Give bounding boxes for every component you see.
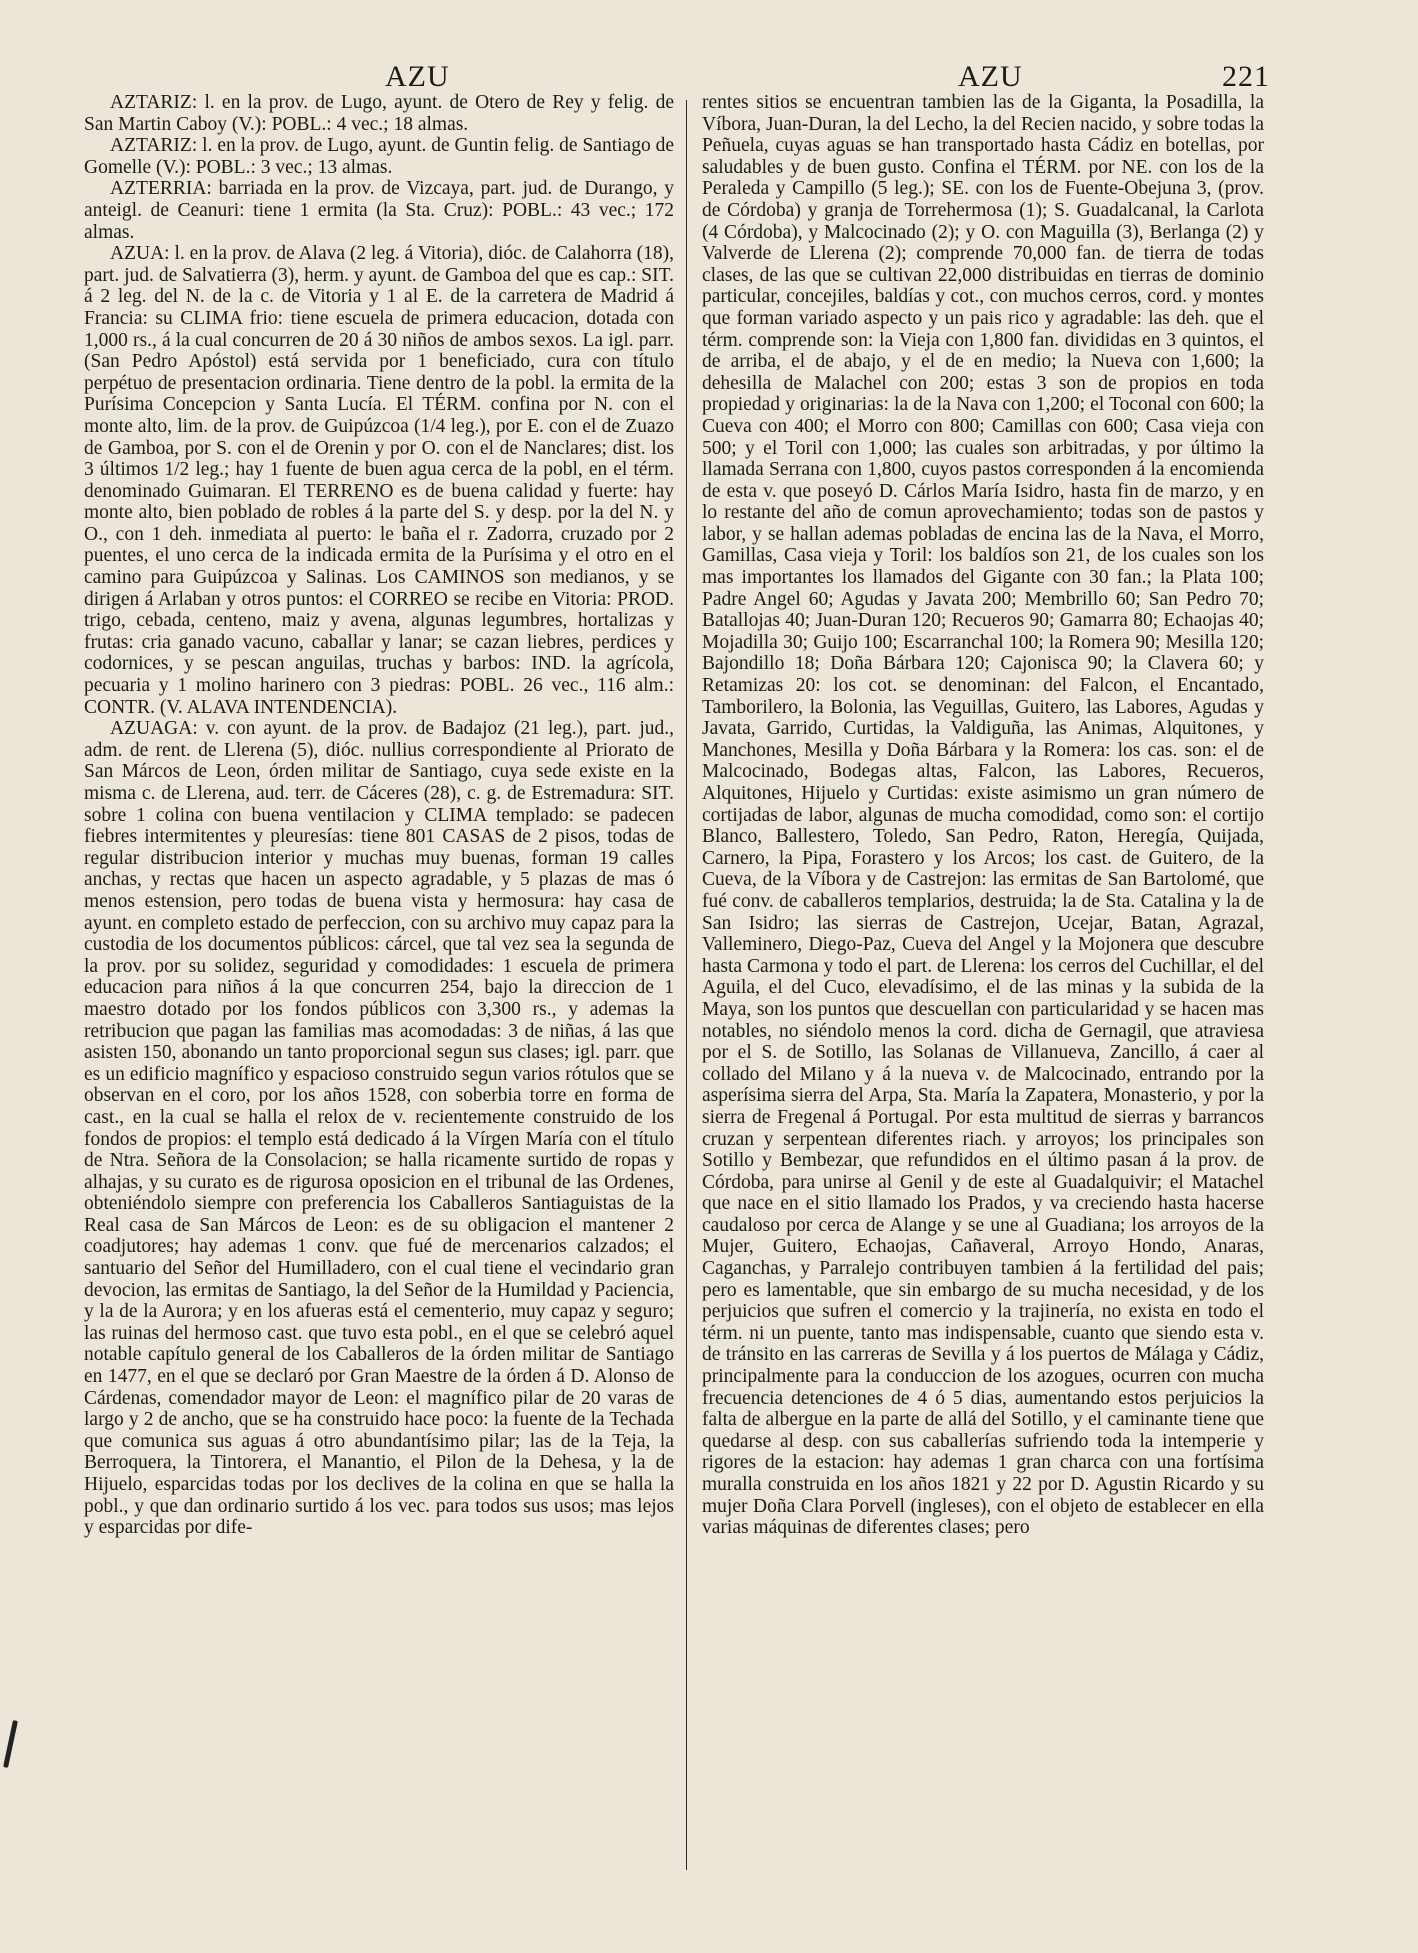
entry-azua: AZUA: l. en la prov. de Alava (2 leg. á Vitoria), dióc. de Calahorra (18), part. jud. de Salvatierra (3), herm. y ayunt. de Gamboa del que es cap.: SIT. á 2 leg. del N. de la c. de Vitoria y 1 al E. de la carretera de Madrid á Francia: su CLIMA frio: tiene escuela de primera educacion, dotada con 1,000 rs., á la cual concurren de 20 á 30 niños de ambos sexos. La igl. parr. (San Pedro Apóstol) está servida por 1 beneficiado, cura con título perpétuo de presentacion ordinaria. Tiene dentro de la pobl. la ermita de la Purísima Concepcion y Santa Lucía. El TÉRM. confina por N. con el monte alto, lim. de la prov. de Guipúzcoa (1/4 leg.), por E. con el de Zuazo de Gamboa, por S. con el de Orenin y por O. con el de Nanclares; dist. los 3 últimos 1/2 leg.; hay 1 fuente de buen agua cerca de la pobl, en el térm. denominado Guimaran. El TERRENO es de buena calidad y fuerte: hay monte alto, bien poblado de robles á la parte del S. y desp. por la del N. y O., con 1 deh. inmediata al puerto: le baña el r. Zadorra, cruzado por 2 puentes, el uno cerca de la indicada ermita de la Purísima y el otro en el camino para Guipúzcoa y Salinas. Los CAMINOS son medianos, y se dirigen á Arlaban y otros puntos: el CORREO se recibe en Vitoria: PROD. trigo, cebada, centeno, maiz y avena, algunas legumbres, hortalizas y frutas: cria ganado vacuno, caballar y lanar; se cazan liebres, perdices y codornices, y se pescan anguilas, truchas y barbos: IND. la agrícola, pecuaria y 1 molino harinero con 3 piedras: POBL. 26 vec., 116 alm.: CONTR. (V. ALAVA INTENDENCIA). <box>84 243 674 718</box>
entry-azuaga: AZUAGA: v. con ayunt. de la prov. de Badajoz (21 leg.), part. jud., adm. de rent. de Llerena (5), dióc. nullius correspondiente al Priorato de San Márcos de Leon, órden militar de Santiago, cuya sede existe en la misma c. de Llerena, aud. terr. de Cáceres (28), c. g. de Estremadura: SIT. sobre 1 colina con buena ventilacion y CLIMA templado: se padecen fiebres intermitentes y pleuresías: tiene 801 CASAS de 2 pisos, todas de regular distribucion interior y muchas muy buenas, forman 19 calles anchas, y rectas que hacen un aspecto agradable, y 5 plazas de mas ó menos estension, pero todas de buena vista y hermosura: hay casa de ayunt. en completo estado de perfeccion, con su archivo muy capaz para la custodia de los documentos públicos: cárcel, que tal vez sea la segunda de la prov. por su solidez, seguridad y comodidades: 1 escuela de primera educacion para niños á la que concurren 254, bajo la direccion de 1 maestro dotado por los fondos públicos con 3,300 rs., y ademas la retribucion que pagan las familias mas acomodadas: 3 de niñas, á las que asisten 150, abonando un tanto proporcional segun sus clases; igl. parr. que es un edificio magnífico y espacioso construido segun varios rótulos que se observan en el coro, por los años 1528, con soberbia torre en forma de cast., en la cual se halla el relox de v. recientemente construido de los fondos de propios: el templo está dedicado á la Vírgen María con el título de Ntra. Señora de la Consolacion; se halla ricamente surtido de ropas y alhajas, y su curato es de rigurosa oposicion en el tribunal de las Ordenes, obteniéndolo siempre con preferencia los Caballeros Santiaguistas de la Real casa de San Márcos de Leon: es de su obligacion el mantener 2 coadjutores; hay ademas 1 conv. que fué de mercenarios calzados; el santuario del Señor del Humilladero, con el cual tiene el vecindario gran devocion, las ermitas de Santiago, la del Señor de la Humildad y Paciencia, y la de la Aurora; y en los afueras está el cementerio, muy capaz y seguro; las ruinas del hermoso cast. que tuvo esta pobl., en el que se celebró aquel notable capítulo general de los Caballeros de la órden militar de Santiago en 1477, en el que se declaró por Gran Maestre de la órden á D. Alonso de Cárdenas, comendador mayor de Leon: el magnífico pilar de 20 varas de largo y 2 de ancho, que se ha construido hace poco: la fuente de la Techada que comunica sus aguas á otro abundantísimo pilar; las de la Teja, la Berroquera, la Tintorera, el Manantio, el Pilon de la Dehesa, y la de Hijuelo, esparcidas todas por los declives de la colina en que se halla la pobl., y que dan ordinario surtido á los vec. para todos sus usos; mas lejos y esparcidas por dife- <box>84 718 674 1539</box>
page-number: 221 <box>1222 60 1270 93</box>
ink-mark <box>3 1720 18 1768</box>
right-running-head: AZU <box>958 60 1023 93</box>
entry-azuaga-continued: rentes sitios se encuentran tambien las de la Giganta, la Posadilla, la Víbora, Juan-Duran, la del Lecho, la del Recien nacido, y sobre todas la Peñuela, cuyas aguas se han transportado hasta Cádiz en botellas, por saludables y de buen gusto. Confina el TÉRM. por NE. con los de la Peraleda y Campillo (5 leg.); SE. con los de Fuente-Obejuna 3, (prov. de Córdoba) y granja de Torrehermosa (1); S. Guadalcanal, la Carlota (4 Córdoba), y Malcocinado (2); y O. con Maguilla (3), Berlanga (2) y Valverde de Llerena (2); comprende 70,000 fan. de tierra de todas clases, de las que se cultivan 22,000 distribuidas en tierras de dominio particular, concejiles, baldías y cot., con muchos cerros, cord. y montes que forman variado aspecto y un pais rico y agradable: las deh. que el térm. comprende son: la Vieja con 1,800 fan. divididas en 3 quintos, el de arriba, el de abajo, y el de en medio; la Nueva con 1,600; la dehesilla de Malachel con 200; estas 3 son de propios en toda propiedad y originarias: la de la Nava con 1,200; el Toconal con 600; la Cueva con 400; el Morro con 800; Camillas con 600; Casa vieja con 500; y el Toril con 1,000; las cuales son arbitradas, y por último la llamada Serrana con 1,800, cuyos pastos corresponden á la encomienda de esta v. que poseyó D. Cárlos María Isidro, hasta fin de marzo, y en lo restante del año de comun aprovechamiento; todas son de pastos y labor, y se hallan ademas pobladas de encina las de la Nava, el Morro, Gamillas, Casa vieja y Toril: los baldíos son 21, de los cuales son los mas importantes los llamados del Gigante con 30 fan.; la Plata 100; Padre Angel 60; Agudas y Javata 200; Membrillo 60; San Pedro 70; Batallojas 40; Juan-Duran 120; Recueros 90; Gamarra 80; Echaojas 40; Mojadilla 30; Guijo 100; Escarranchal 100; la Romera 90; Mesilla 120; Bajondillo 18; Doña Bárbara 120; Cajonisca 90; la Clavera 60; y Retamizas 20: los cot. se denominan: del Falcon, el Encantado, Tamborilero, la Bolonia, las Veguillas, Guitero, las Labores, Agudas y Javata, Garrido, Curtidas, la Valdiguña, las Animas, Alquitones, y Manchones, Mesilla y Doña Bárbara y la Romera: los cas. son: el de Malcocinado, Bodegas altas, Falcon, las Labores, Recueros, Alquitones, Hijuelo y Curtidas: existe asimismo un gran número de cortijadas de labor, algunas de mucha comodidad, como son: el cortijo Blanco, Ballestero, Toledo, San Pedro, Raton, Heregía, Quijada, Carnero, la Pipa, Forastero y los Arcos; los cast. de Guitero, de la Cueva, de la Víbora y de Castrejon: las ermitas de San Bartolomé, que fué conv. de caballeros templarios, destruida; la de Sta. Catalina y la de San Isidro; las sierras de Castrejon, Ucejar, Batan, Agrazal, Valleminero, Diego-Paz, Cueva del Angel y la Mojonera que descubre hasta Carmona y todo el part. de Llerena: los cerros del Cuchillar, el del Aguila, el del Cuco, elevadísimo, el de las minas y la subida de la Maya, son los puntos que descuellan con particularidad y se hacen mas notables, no siéndolo menos la cord. dicha de Gernagil, que atraviesa por el S. de Sotillo, las Solanas de Villanueva, Zancillo, á caer al collado del Milano y á la nueva v. de Malcocinado, entrando por la asperísima sierra del Arpa, Sta. María la Zapatera, Monasterio, y por la sierra de Fregenal á Portugal. Por esta multitud de sierras y barrancos cruzan y serpentean diferentes riach. y arroyos; los principales son Sotillo y Bembezar, que refundidos en el último pasan á la prov. de Córdoba, para unirse al Genil y de este al Guadalquivir; el Matachel que nace en el sitio llamado los Prados, y va creciendo hasta hacerse caudaloso por cerca de Alange y se une al Guadiana; los arroyos de la Mujer, Guitero, Echaojas, Cañaveral, Arroyo Hondo, Anaras, Caganchas, y Parralejo contribuyen tambien á la fertilidad del pais; pero es lamentable, que sin embargo de su mucha necesidad, y de los perjuicios que sufren el comercio y la trajinería, no exista en todo el térm. ni un puente, tanto mas indispensable, cuanto que siendo esta v. de tránsito en las carreras de Sevilla y á los puertos de Málaga y Cádiz, principalmente para la conduccion de los azogues, ocurren con mucha frecuencia detenciones de 4 ó 5 dias, aumentando estos perjuicios la falta de albergue en la parte de allá del Sotillo, y el caminante tiene que quedarse al desp. con sus caballerías sufriendo toda la intemperie y rigores de la estacion: hay ademas 1 gran charca con una fortísima muralla construida en los años 1821 y 22 por D. Agustin Ricardo y su mujer Doña Clara Porvell (ingleses), con el objeto de establecer en ella varias máquinas de diferentes clases; pero <box>702 92 1264 1539</box>
entry-azterria: AZTERRIA: barriada en la prov. de Vizcaya, part. jud. de Durango, y anteigl. de Ceanuri: tiene 1 ermita (la Sta. Cruz): POBL.: 43 vec.; 172 almas. <box>84 178 674 243</box>
column-divider <box>686 100 687 1870</box>
left-running-head: AZU <box>385 60 450 93</box>
entry-aztariz-1: AZTARIZ: l. en la prov. de Lugo, ayunt. de Otero de Rey y felig. de San Martin Caboy (V.): POBL.: 4 vec.; 18 almas. <box>84 92 674 135</box>
left-column <box>84 92 674 1539</box>
right-column <box>702 92 1264 1539</box>
entry-aztariz-2: AZTARIZ: l. en la prov. de Lugo, ayunt. de Guntin felig. de Santiago de Gomelle (V.): POBL.: 3 vec.; 13 almas. <box>84 135 674 178</box>
